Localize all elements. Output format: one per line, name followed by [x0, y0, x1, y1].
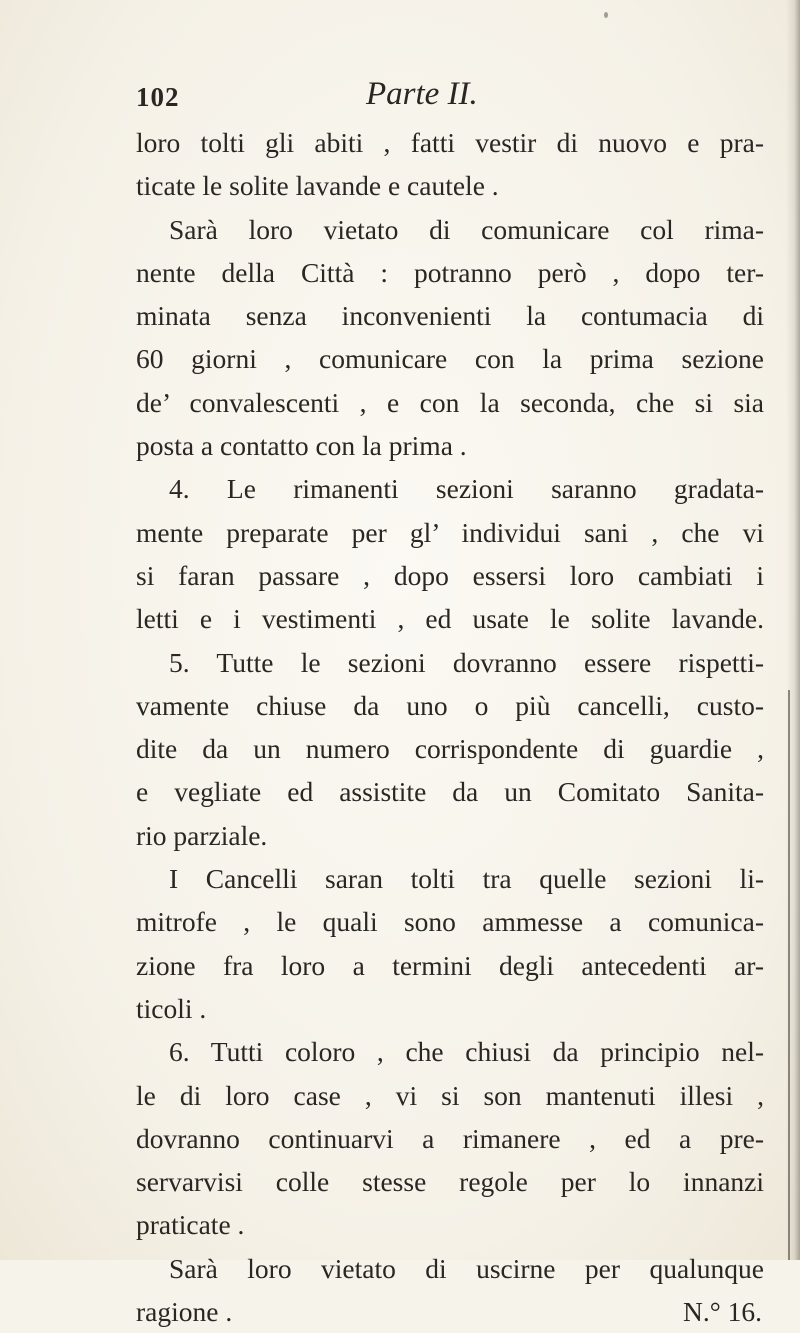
text-line: praticate .	[136, 1209, 245, 1241]
text-line: I Cancelli saran tolti tra quelle sezioni li-	[169, 863, 764, 895]
text-line: rio parziale.	[136, 819, 268, 851]
text-line: si faran passare , dopo essersi loro cambiati i	[136, 559, 764, 591]
text-line: de’ convalescenti , e con la seconda, che si sia	[136, 386, 764, 418]
page-number: 102	[136, 82, 180, 112]
text-line: nente della Città : potranno però , dopo ter-	[136, 256, 764, 288]
text-line: mente preparate per gl’ individui sani , che vi	[136, 516, 764, 548]
text-line: mitrofe , le quali sono ammesse a comunica-	[136, 906, 764, 938]
text-line: loro tolti gli abiti , fatti vestir di nuovo e pra-	[136, 127, 764, 158]
text-line: 5. Tutte le sezioni dovranno essere rispetti-	[169, 646, 764, 678]
text-line: dite da un numero corrispondente di guardie ,	[136, 733, 764, 765]
text-line: ticate le solite lavande e cautele .	[136, 170, 499, 202]
text-line: posta a contatto con la prima .	[136, 430, 467, 462]
text-line: dovranno continuarvi a rimanere , ed a pre-	[136, 1122, 764, 1154]
text-line-final	[136, 1290, 764, 1333]
text-line: zione fra loro a termini degli antecedenti ar-	[136, 949, 764, 981]
text-line: letti e i vestimenti , ed usate le solite lavande.	[136, 603, 764, 635]
body-text	[136, 121, 764, 1333]
ink-speck	[604, 12, 608, 18]
signature-mark: N.° 16.	[683, 1296, 762, 1328]
text-line: 60 giorni , comunicare con la prima sezione	[136, 343, 764, 375]
text-line: le di loro case , vi si son mantenuti illesi ,	[136, 1079, 764, 1111]
text-line: minata senza inconvenienti la contumacia di	[136, 300, 764, 332]
text-line: 4. Le rimanenti sezioni saranno gradata-	[169, 473, 764, 505]
text-line: servarvisi colle stesse regole per lo innanzi	[136, 1166, 764, 1198]
running-head: Parte II.	[366, 76, 478, 112]
text-line: 6. Tutti coloro , che chiusi da principio nel-	[169, 1036, 764, 1068]
text-line: ticoli .	[136, 992, 207, 1024]
text-line: vamente chiuse da uno o più cancelli, custo-	[136, 689, 764, 721]
text-line: e vegliate ed assistite da un Comitato Sanita-	[136, 776, 764, 808]
page-edge-line	[788, 690, 790, 1260]
text-line: Sarà loro vietato di comunicare col rima-	[169, 213, 764, 245]
page-header	[136, 76, 766, 120]
text-line: Sarà loro vietato di uscirne per qualunque	[169, 1252, 764, 1284]
final-line-text: ragione .	[136, 1296, 233, 1328]
